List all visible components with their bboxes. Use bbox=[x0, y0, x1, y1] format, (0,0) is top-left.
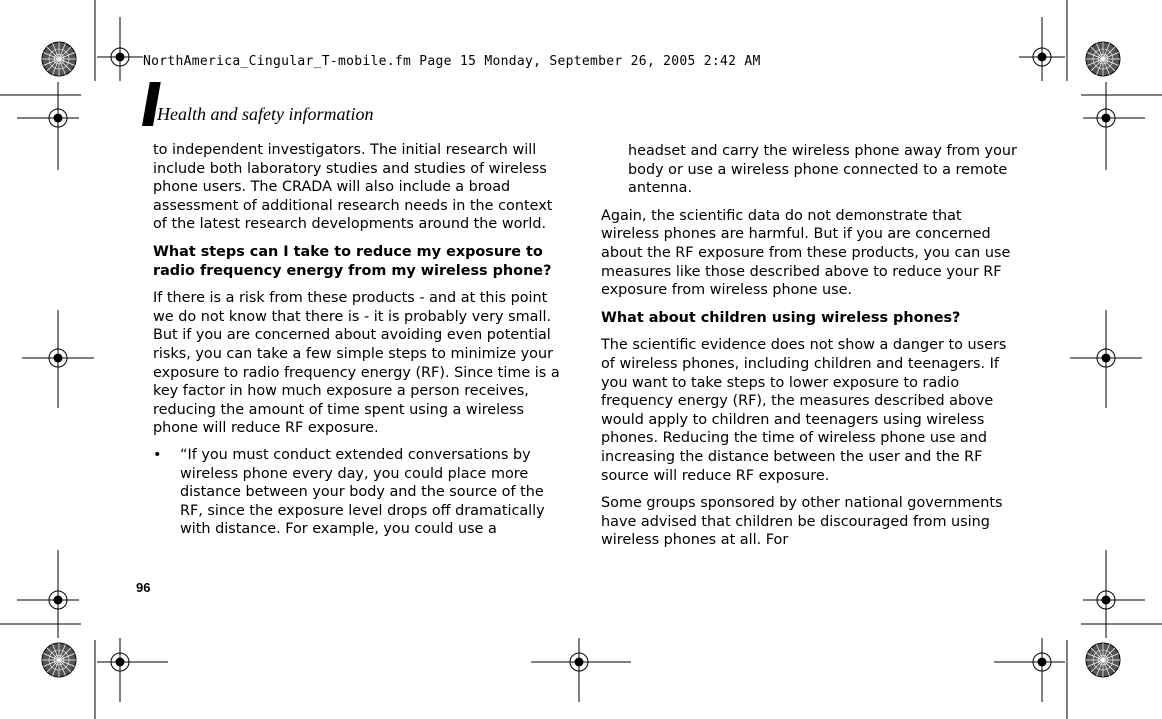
bullet-text: “If you must conduct extended conversations by wireless phone every day, you could place more distance between your body and the source of the RF, since the exposure level drops off dramatically with distance. For example, you could use a bbox=[180, 446, 545, 538]
running-title: Health and safety information bbox=[157, 104, 374, 124]
left-column bbox=[153, 141, 563, 539]
bullet-item bbox=[153, 446, 563, 539]
page-number: 96 bbox=[136, 580, 151, 595]
body-paragraph: The scientific evidence does not show a danger to users of wireless phones, including children and teenagers. If you want to take steps to lower exposure to radio frequency energy (RF), the measures described above would apply to children and teenagers using wireless phones. Reducing the time of wireless phone use and increasing the distance between the user and the RF source will reduce RF exposure. bbox=[601, 337, 1007, 484]
right-column bbox=[601, 142, 1021, 550]
body-paragraph: to independent investigators. The initial research will include both laboratory studies and studies of wireless phone users. The CRADA will also include a broad assessment of additional research needs in the context of the latest research developments around the world. bbox=[153, 142, 553, 233]
body-paragraph: Some groups sponsored by other national governments have advised that children be discouraged from using wireless phones at all. For bbox=[601, 495, 1003, 549]
section-heading: What steps can I take to reduce my exposure to radio frequency energy from my wireless phone? bbox=[153, 243, 552, 279]
body-paragraph: Again, the scientific data do not demonstrate that wireless phones are harmful. But if you are concerned about the RF exposure from these products, you can use measures like those described above to reduce your RF exposure from wireless phone use. bbox=[601, 207, 1011, 299]
section-heading: What about children using wireless phones? bbox=[601, 309, 961, 326]
body-paragraph: If there is a risk from these products - and at this point we do not know that there is - it is probably very small. But if you are concerned about avoiding even potential risks, you can take a few simple steps to minimize your exposure to radio frequency energy (RF). Since time is a key factor in how much exposure a person receives, reducing the amount of time spent using a wireless phone will reduce RF exposure. bbox=[153, 290, 560, 437]
bullet-continuation: headset and carry the wireless phone away from your body or use a wireless phone connected to a remote antenna. bbox=[628, 143, 1017, 197]
bullet-marker: • bbox=[153, 446, 162, 463]
print-header-stamp: NorthAmerica_Cingular_T-mobile.fm Page 15 Monday, September 26, 2005 2:42 AM bbox=[143, 54, 761, 69]
